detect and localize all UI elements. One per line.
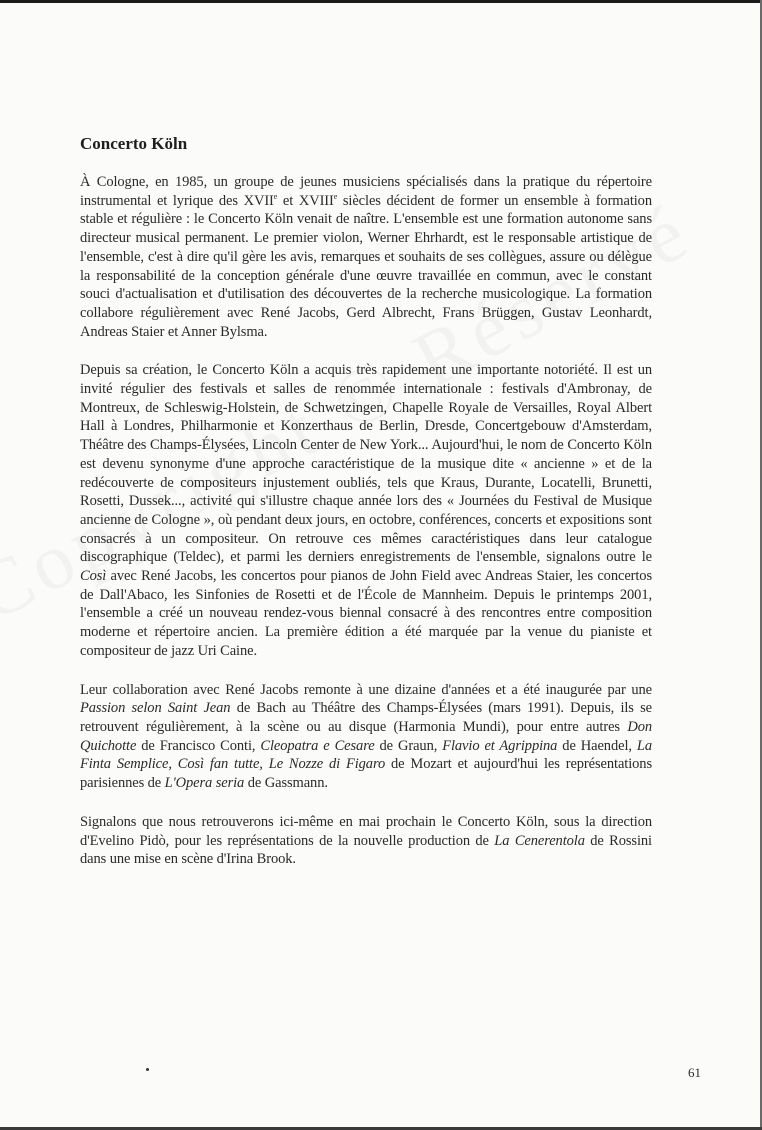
paragraph-4 [80, 813, 652, 869]
work-title-passion: Passion selon Saint Jean [80, 700, 231, 717]
paragraph-1 [80, 173, 652, 341]
paragraph-3-text-g: de Gassmann. [244, 775, 328, 792]
paragraph-3-text-f: de Mozart et aujourd'hui les représentations parisiennes de [80, 756, 652, 792]
paragraph-3-text-e: de Haendel, [557, 737, 637, 754]
work-titles-mozart: La Finta Semplice, Così fan tutte, Le Nozze di Figaro [80, 737, 652, 773]
paragraph-1-text-b: et XVIII [277, 192, 334, 209]
scan-top-edge [0, 0, 762, 3]
paragraph-4-text-b: de Rossini dans une mise en scène d'Irina Brook. [80, 832, 652, 868]
paragraph-2-text-b: avec René Jacobs, les concertos pour pianos de John Field avec Andreas Staier, les concertos de Dall'Abaco, les Sinfonies de Rosetti et de l'École de Mannheim. Depuis le printemps 2001, l'ensemble a créé un nouveau rendez-vous biennal consacré à des rencontres entre composition moderne et répertoire ancien. La première édition a été marquée par la venue du pianiste et compositeur de jazz Uri Caine. [80, 568, 652, 659]
stray-dot-mark [146, 1068, 149, 1071]
article [80, 134, 652, 889]
paragraph-3-text-d: de Graun, [374, 737, 443, 754]
work-title-don-quichotte: Don Quichotte [80, 718, 652, 754]
page-number: 61 [688, 1065, 701, 1080]
paragraph-3-text-b: de Bach au Théâtre des Champs-Élysées (mars 1991). Depuis, ils se retrouvent régulièrement, à la scène ou au disque (Harmonia Mundi), pour entre autres [80, 700, 652, 735]
paragraph-1-text-c: siècles décident de former un ensemble à formation stable et régulière : le Concerto Köln venait de naître. L'ensemble est une formation autonome sans directeur musical permanent. Le premier violon, Werner Ehrhardt, est le responsable artistique de l'ensemble, c'est à dire qu'il gère les avis, remarques et souhaits de ses collègues, assure ou délègue la responsabilité de la conception générale d'une œuvre travaillée en commun, avec le constant souci d'actualisation et d'utilisation des découvertes de la recherche musicologique. La formation collabore régulièrement avec René Jacobs, Gerd Albrecht, Frans Brüggen, Gustav Leonhardt, Andreas Staier et Anner Bylsma. [80, 192, 652, 340]
work-title-cleopatra: Cleopatra e Cesare [260, 737, 375, 754]
century-superscript-1: e [273, 191, 278, 201]
paragraph-1-text-a: À Cologne, en 1985, un groupe de jeunes musiciens spécialisés dans la pratique du répertoire instrumental et lyrique des XVII [80, 174, 652, 209]
work-title-opera-seria: L'Opera seria [164, 775, 245, 792]
paragraph-2-text-a: Depuis sa création, le Concerto Köln a acquis très rapidement une importante notoriété. Il est un invité régulier des festivals et salles de renommée internationale : festivals d'Ambronay, de Montreux, de Schleswig-Holstein, de Schwetzingen, Chapelle Royale de Versailles, Royal Albert Hall à Londres, Philharmonie et Konzerthaus de Berlin, Dresde, Concertgebouw d'Amsterdam, Théâtre des Champs-Élysées, Lincoln Center de New York... Aujourd'hui, le nom de Concerto Köln est devenu synonyme d'une approche caractéristique de la musique dite « ancienne » et de la redécouverte de compositeurs injustement oubliés, tels que Kraus, Durante, Locatelli, Brunetti, Rosetti, Dussek..., activité qui s'illustre chaque année lors des « Journées du Festival de Musique ancienne de Cologne », où pendant deux jours, en octobre, conférences, concerts et expositions sont consacrés à un compositeur. On retrouve ces mêmes caractéristiques dans leur catalogue discographique (Teldec), et parmi les derniers enregistrements de l'ensemble, signalons outre le [80, 362, 652, 566]
work-title-cenerentola: La Cenerentola [494, 832, 585, 849]
work-title-flavio: Flavio et Agrippina [442, 737, 558, 754]
paragraph-3-text-a: Leur collaboration avec René Jacobs remonte à une dizaine d'années et a été inaugurée par une [80, 681, 652, 698]
paragraph-4-text-a: Signalons que nous retrouverons ici-même en mai prochain le Concerto Köln, sous la direction d'Evelino Pidò, pour les représentations de la nouvelle production de [80, 813, 652, 849]
paragraph-3 [80, 681, 652, 793]
paragraph-3-text-c: de Francisco Conti, [136, 737, 261, 754]
article-title: Concerto Köln [80, 134, 188, 153]
work-title-cosi: Così [80, 568, 107, 585]
paragraph-2 [80, 361, 652, 660]
century-superscript-2: e [333, 191, 338, 201]
